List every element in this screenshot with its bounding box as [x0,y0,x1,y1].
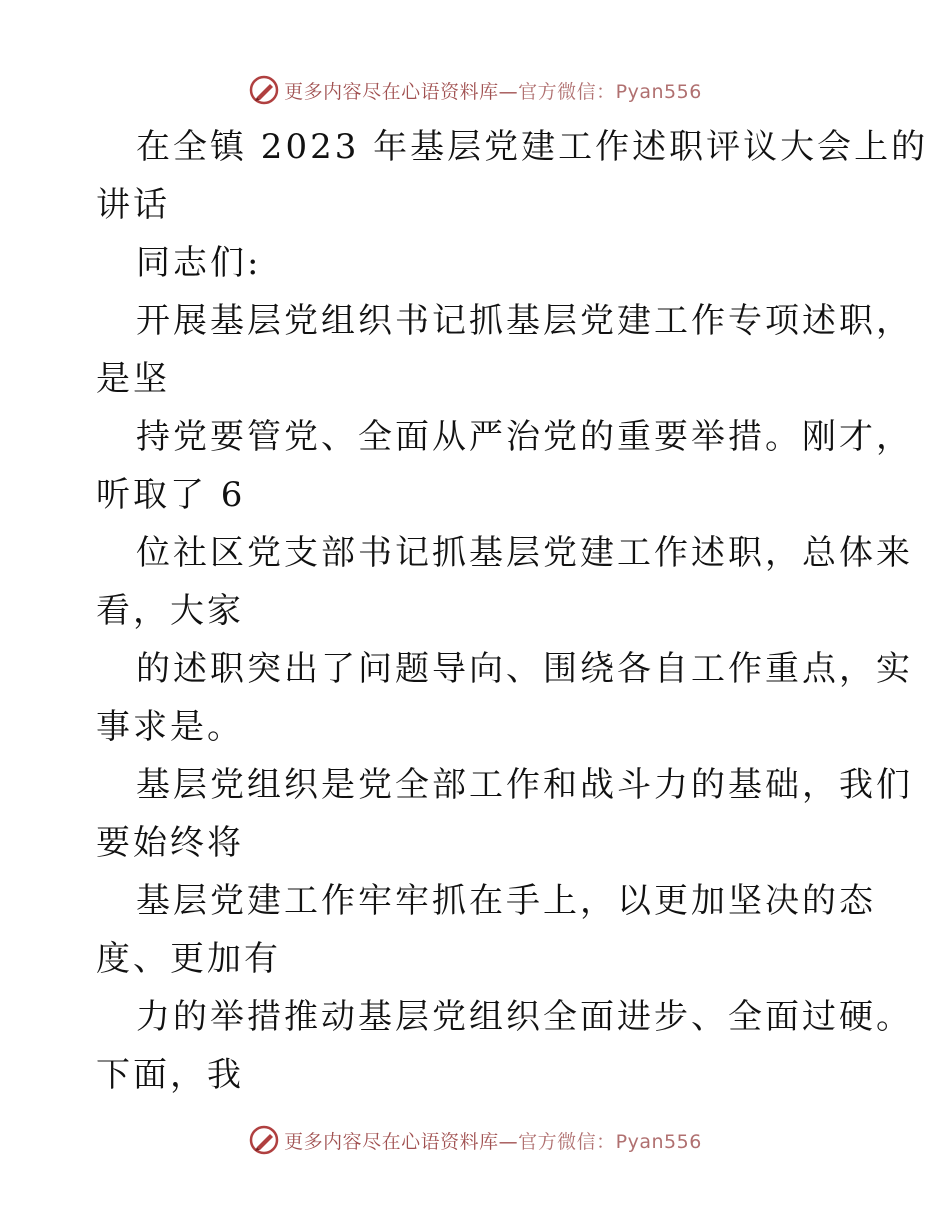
text-line: 基层党组织是党全部工作和战斗力的基础，我们 [136,765,913,805]
text-line: 在全镇 2023 年基层党建工作述职评议大会上的 [136,127,929,167]
pen-logo-icon [248,74,280,106]
text-line: 同志们: [136,243,262,283]
text-line: 是坚 [96,359,170,399]
text-line: 持党要管党、全面从严治党的重要举措。刚才， [136,417,913,457]
footer-watermark [0,1120,950,1160]
text-line: 力的举措推动基层党组织全面进步、全面过硬。 [136,997,913,1037]
pen-logo-icon [248,1124,280,1156]
watermark-text: 更多内容尽在心语资料库—官方微信：Pyan556 [284,1130,702,1153]
text-line: 看，大家 [96,591,244,631]
text-line: 开展基层党组织书记抓基层党建工作专项述职， [136,301,913,341]
watermark-text: 更多内容尽在心语资料库—官方微信：Pyan556 [284,80,702,103]
text-line: 事求是。 [96,707,244,747]
text-line: 听取了 6 [96,475,246,515]
header-watermark [0,70,950,110]
text-line: 讲话 [96,185,170,225]
text-line: 的述职突出了问题导向、围绕各自工作重点，实 [136,649,913,689]
text-line: 基层党建工作牢牢抓在手上，以更加坚决的态 [136,881,876,921]
text-line: 要始终将 [96,823,244,863]
text-line: 度、更加有 [96,939,281,979]
text-line: 位社区党支部书记抓基层党建工作述职，总体来 [136,533,913,573]
document-body [96,118,929,1104]
text-line: 下面，我 [96,1055,244,1095]
